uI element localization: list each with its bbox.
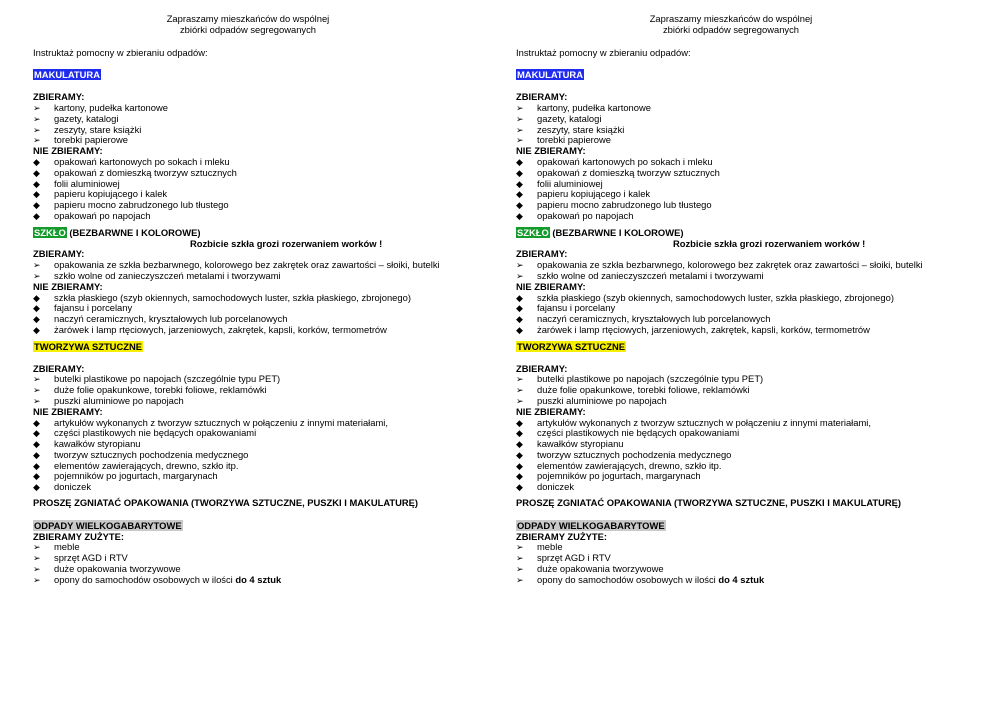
diamond-bullet-icon: ◆ (33, 460, 40, 471)
diamond-bullet-icon: ◆ (33, 303, 40, 314)
arrow-bullet-icon: ➢ (33, 564, 41, 575)
list-item-text: butelki plastikowe po napojach (szczególnie typu PET) (537, 373, 764, 385)
diamond-bullet-icon: ◆ (516, 292, 523, 303)
list-item-text: kartony, pudełka kartonowe (537, 101, 651, 113)
list-item-text: puszki aluminiowe po napojach (537, 394, 667, 406)
list-item-text: szkło wolne od zanieczyszczeń metalami i tworzywami (537, 269, 764, 281)
arrow-bullet-icon: ➢ (516, 564, 524, 575)
list-item-text: części plastikowych nie będących opakowaniami (537, 427, 740, 439)
list-item-text: duże opakowania tworzywowe (537, 563, 664, 575)
header-line-1: Zapraszamy mieszkańców do wspólnej (649, 13, 813, 24)
list-item (516, 271, 946, 282)
list-item-text: opakowania ze szkła bezbarwnego, kolorowego bez zakrętek oraz zawartości – słoiki, butelki (537, 259, 923, 271)
list-item-text: meble (54, 541, 80, 553)
header (33, 14, 463, 36)
list-item (33, 211, 463, 222)
arrow-bullet-icon: ➢ (516, 374, 524, 385)
list-item-text: części plastikowych nie będących opakowaniami (54, 427, 257, 439)
list-item-text: szkła płaskiego (szyb okiennych, samochodowych luster, szkła płaskiego, zbrojonego) (537, 291, 894, 303)
paper-collect-label: ZBIERAMY: (33, 91, 85, 103)
list-item (33, 135, 463, 146)
diamond-bullet-icon: ◆ (33, 417, 40, 428)
list-item-text: duże opakowania tworzywowe (54, 563, 181, 575)
bulky-collect-label: ZBIERAMY ZUŻYTE: (33, 530, 124, 542)
diamond-bullet-icon: ◆ (33, 200, 40, 211)
list-item-text: naczyń ceramicznych, kryształowych lub porcelanowych (537, 313, 771, 325)
diamond-bullet-icon: ◆ (33, 428, 40, 439)
bulky-collect-list (33, 542, 463, 574)
section-glass (516, 227, 946, 336)
list-item-text: opakowania ze szkła bezbarwnego, kolorowego bez zakrętek oraz zawartości – słoiki, butelki (54, 259, 440, 271)
list-item-text: artykułów wykonanych z tworzyw sztucznych w połączeniu z innymi materiałami, (54, 416, 388, 428)
section-paper (516, 69, 946, 221)
arrow-bullet-icon: ➢ (516, 395, 524, 406)
diamond-bullet-icon: ◆ (516, 439, 523, 450)
diamond-bullet-icon: ◆ (33, 156, 40, 167)
arrow-bullet-icon: ➢ (516, 102, 524, 113)
glass-collect-label: ZBIERAMY: (33, 248, 85, 260)
list-item-text: duże folie opakunkowe, torebki foliowe, reklamówki (537, 384, 750, 396)
list-item-text: meble (537, 541, 563, 553)
bulky-title: ODPADY WIELKOGABARYTOWE (34, 519, 182, 531)
diamond-bullet-icon: ◆ (516, 314, 523, 325)
glass-collect-label: ZBIERAMY: (516, 248, 568, 260)
paper-exclude-label: NIE ZBIERAMY: (33, 145, 103, 157)
list-item-text: kawałków styropianu (537, 438, 624, 450)
arrow-bullet-icon: ➢ (33, 553, 41, 564)
list-item-text: tworzyw sztucznych pochodzenia medycznego (537, 448, 732, 460)
list-item (516, 396, 946, 407)
diamond-bullet-icon: ◆ (33, 210, 40, 221)
arrow-bullet-icon: ➢ (516, 260, 524, 271)
paper-exclude-list (33, 157, 463, 222)
list-item-text: folii aluminiowej (537, 177, 603, 189)
glass-collect-list (516, 260, 946, 282)
diamond-bullet-icon: ◆ (33, 189, 40, 200)
list-item-text: opakowań z domieszką tworzyw sztucznych (537, 166, 720, 178)
list-item-text: pojemników po jogurtach, margarynach (537, 470, 701, 482)
paper-exclude-label: NIE ZBIERAMY: (516, 145, 586, 157)
diamond-bullet-icon: ◆ (33, 314, 40, 325)
diamond-bullet-icon: ◆ (33, 292, 40, 303)
intro-text: Instruktaż pomocny w zbieraniu odpadów: (516, 46, 691, 58)
diamond-bullet-icon: ◆ (516, 167, 523, 178)
arrow-bullet-icon: ➢ (516, 553, 524, 564)
paper-collect-label: ZBIERAMY: (516, 91, 568, 103)
list-item-text: torebki papierowe (537, 134, 612, 146)
arrow-bullet-icon: ➢ (33, 542, 41, 553)
list-item (33, 396, 463, 407)
intro-text: Instruktaż pomocny w zbieraniu odpadów: (33, 46, 208, 58)
list-item-text: kartony, pudełka kartonowe (54, 101, 168, 113)
glass-title: SZKŁO (517, 226, 549, 238)
list-item (516, 471, 946, 482)
arrow-bullet-icon: ➢ (33, 374, 41, 385)
diamond-bullet-icon: ◆ (516, 460, 523, 471)
plastic-exclude-list (33, 418, 463, 494)
section-paper (33, 69, 463, 221)
glass-warning: Rozbicie szkła grozi rozerwaniem worków ! (190, 237, 383, 249)
diamond-bullet-icon: ◆ (516, 471, 523, 482)
plastic-title: TWORZYWA SZTUCZNE (34, 340, 142, 352)
leaflet-left (33, 14, 463, 701)
list-item-text: puszki aluminiowe po napojach (54, 394, 184, 406)
arrow-bullet-icon: ➢ (516, 385, 524, 396)
bulky-title: ODPADY WIELKOGABARYTOWE (517, 519, 665, 531)
glass-exclude-label: NIE ZBIERAMY: (516, 280, 586, 292)
glass-exclude-list (516, 293, 946, 336)
section-plastic (516, 341, 946, 493)
paper-collect-list (33, 103, 463, 146)
glass-collect-list (33, 260, 463, 282)
list-item (33, 325, 463, 336)
header-line-2: zbiórki odpadów segregowanych (179, 23, 317, 35)
diamond-bullet-icon: ◆ (516, 303, 523, 314)
bulky-last-item: opony do samochodów osobowych w ilości (537, 573, 719, 585)
diamond-bullet-icon: ◆ (516, 156, 523, 167)
list-item-text: kawałków styropianu (54, 438, 141, 450)
list-item (516, 325, 946, 336)
plastic-collect-list (516, 374, 946, 406)
list-item (33, 471, 463, 482)
diamond-bullet-icon: ◆ (33, 324, 40, 335)
arrow-bullet-icon: ➢ (33, 574, 41, 585)
list-item-text: elementów zawierających, drewno, szkło itp. (537, 459, 722, 471)
list-item-text: gazety, katalogi (54, 112, 119, 124)
arrow-bullet-icon: ➢ (516, 113, 524, 124)
list-item-text: papieru kopiującego i kalek (537, 188, 651, 200)
bulky-last-list (33, 575, 463, 586)
list-item-text: elementów zawierających, drewno, szkło itp. (54, 459, 239, 471)
bulky-collect-list (516, 542, 946, 574)
arrow-bullet-icon: ➢ (33, 135, 41, 146)
diamond-bullet-icon: ◆ (33, 471, 40, 482)
diamond-bullet-icon: ◆ (516, 178, 523, 189)
list-item (33, 271, 463, 282)
section-bulky (516, 520, 946, 586)
plastic-exclude-label: NIE ZBIERAMY: (516, 405, 586, 417)
glass-exclude-label: NIE ZBIERAMY: (33, 280, 103, 292)
glass-subtitle: (BEZBARWNE I KOLOROWE) (66, 226, 201, 238)
glass-warning: Rozbicie szkła grozi rozerwaniem worków ! (673, 237, 866, 249)
paper-title: MAKULATURA (517, 69, 583, 81)
list-item-text: fajansu i porcelany (54, 302, 133, 314)
diamond-bullet-icon: ◆ (516, 210, 523, 221)
arrow-bullet-icon: ➢ (33, 385, 41, 396)
arrow-bullet-icon: ➢ (33, 124, 41, 135)
bulky-collect-label: ZBIERAMY ZUŻYTE: (516, 530, 607, 542)
arrow-bullet-icon: ➢ (33, 102, 41, 113)
list-item-text: zeszyty, stare książki (54, 123, 142, 135)
paper-collect-list (516, 103, 946, 146)
header-line-1: Zapraszamy mieszkańców do wspólnej (166, 13, 330, 24)
list-item (33, 575, 463, 586)
paper-title: MAKULATURA (34, 69, 100, 81)
diamond-bullet-icon: ◆ (33, 439, 40, 450)
header-line-2: zbiórki odpadów segregowanych (662, 23, 800, 35)
plastic-collect-label: ZBIERAMY: (516, 362, 568, 374)
list-item-text: pojemników po jogurtach, margarynach (54, 470, 218, 482)
arrow-bullet-icon: ➢ (516, 124, 524, 135)
list-item-text: zeszyty, stare książki (537, 123, 625, 135)
arrow-bullet-icon: ➢ (33, 113, 41, 124)
list-item (516, 482, 946, 493)
arrow-bullet-icon: ➢ (33, 260, 41, 271)
arrow-bullet-icon: ➢ (516, 574, 524, 585)
list-item-text: doniczek (54, 481, 92, 493)
list-item-text: szkło wolne od zanieczyszczeń metalami i tworzywami (54, 269, 281, 281)
list-item-text: opakowań kartonowych po sokach i mleku (537, 155, 713, 167)
list-item-text: butelki plastikowe po napojach (szczególnie typu PET) (54, 373, 281, 385)
list-item-text: tworzyw sztucznych pochodzenia medycznego (54, 448, 249, 460)
crush-notice: PROSZĘ ZGNIATAĆ OPAKOWANIA (TWORZYWA SZTUCZNE, PUSZKI I MAKULATURĘ) (33, 497, 419, 509)
list-item (516, 211, 946, 222)
list-item-text: naczyń ceramicznych, kryształowych lub porcelanowych (54, 313, 288, 325)
list-item-text: papieru kopiującego i kalek (54, 188, 168, 200)
diamond-bullet-icon: ◆ (516, 324, 523, 335)
glass-title: SZKŁO (34, 226, 66, 238)
list-item-text: duże folie opakunkowe, torebki foliowe, reklamówki (54, 384, 267, 396)
list-item-text: opakowań z domieszką tworzyw sztucznych (54, 166, 237, 178)
diamond-bullet-icon: ◆ (516, 482, 523, 493)
diamond-bullet-icon: ◆ (516, 428, 523, 439)
plastic-collect-label: ZBIERAMY: (33, 362, 85, 374)
list-item-text: artykułów wykonanych z tworzyw sztucznych w połączeniu z innymi materiałami, (537, 416, 871, 428)
diamond-bullet-icon: ◆ (516, 417, 523, 428)
list-item-text: papieru mocno zabrudzonego lub tłustego (54, 199, 229, 211)
plastic-exclude-list (516, 418, 946, 494)
section-bulky (33, 520, 463, 586)
diamond-bullet-icon: ◆ (33, 178, 40, 189)
list-item (33, 482, 463, 493)
plastic-title: TWORZYWA SZTUCZNE (517, 340, 625, 352)
list-item (516, 135, 946, 146)
section-plastic (33, 341, 463, 493)
diamond-bullet-icon: ◆ (33, 167, 40, 178)
arrow-bullet-icon: ➢ (516, 135, 524, 146)
section-glass (33, 227, 463, 336)
diamond-bullet-icon: ◆ (33, 449, 40, 460)
list-item-text: opakowań kartonowych po sokach i mleku (54, 155, 230, 167)
list-item-text: gazety, katalogi (537, 112, 602, 124)
arrow-bullet-icon: ➢ (516, 270, 524, 281)
diamond-bullet-icon: ◆ (516, 449, 523, 460)
paper-exclude-list (516, 157, 946, 222)
diamond-bullet-icon: ◆ (516, 189, 523, 200)
list-item (516, 575, 946, 586)
header (516, 14, 946, 36)
plastic-collect-list (33, 374, 463, 406)
bulky-last-item: opony do samochodów osobowych w ilości (54, 573, 236, 585)
diamond-bullet-icon: ◆ (33, 482, 40, 493)
list-item-text: opakowań po napojach (537, 209, 634, 221)
list-item-text: fajansu i porcelany (537, 302, 616, 314)
arrow-bullet-icon: ➢ (516, 542, 524, 553)
glass-exclude-list (33, 293, 463, 336)
list-item-text: doniczek (537, 481, 575, 493)
list-item-text: żarówek i lamp rtęciowych, jarzeniowych, zakrętek, kapsli, korków, termometrów (54, 323, 387, 335)
list-item-text: papieru mocno zabrudzonego lub tłustego (537, 199, 712, 211)
arrow-bullet-icon: ➢ (33, 270, 41, 281)
crush-notice: PROSZĘ ZGNIATAĆ OPAKOWANIA (TWORZYWA SZTUCZNE, PUSZKI I MAKULATURĘ) (516, 497, 902, 509)
list-item-text: żarówek i lamp rtęciowych, jarzeniowych, zakrętek, kapsli, korków, termometrów (537, 323, 870, 335)
list-item-text: sprzęt AGD i RTV (54, 552, 128, 564)
bulky-last-item-bold: do 4 sztuk (718, 573, 765, 585)
list-item-text: opakowań po napojach (54, 209, 151, 221)
list-item-text: torebki papierowe (54, 134, 129, 146)
list-item-text: szkła płaskiego (szyb okiennych, samochodowych luster, szkła płaskiego, zbrojonego) (54, 291, 411, 303)
glass-subtitle: (BEZBARWNE I KOLOROWE) (549, 226, 684, 238)
bulky-last-list (516, 575, 946, 586)
plastic-exclude-label: NIE ZBIERAMY: (33, 405, 103, 417)
diamond-bullet-icon: ◆ (516, 200, 523, 211)
list-item-text: folii aluminiowej (54, 177, 120, 189)
list-item-text: sprzęt AGD i RTV (537, 552, 611, 564)
leaflet-right (516, 14, 946, 701)
arrow-bullet-icon: ➢ (33, 395, 41, 406)
bulky-last-item-bold: do 4 sztuk (235, 573, 282, 585)
